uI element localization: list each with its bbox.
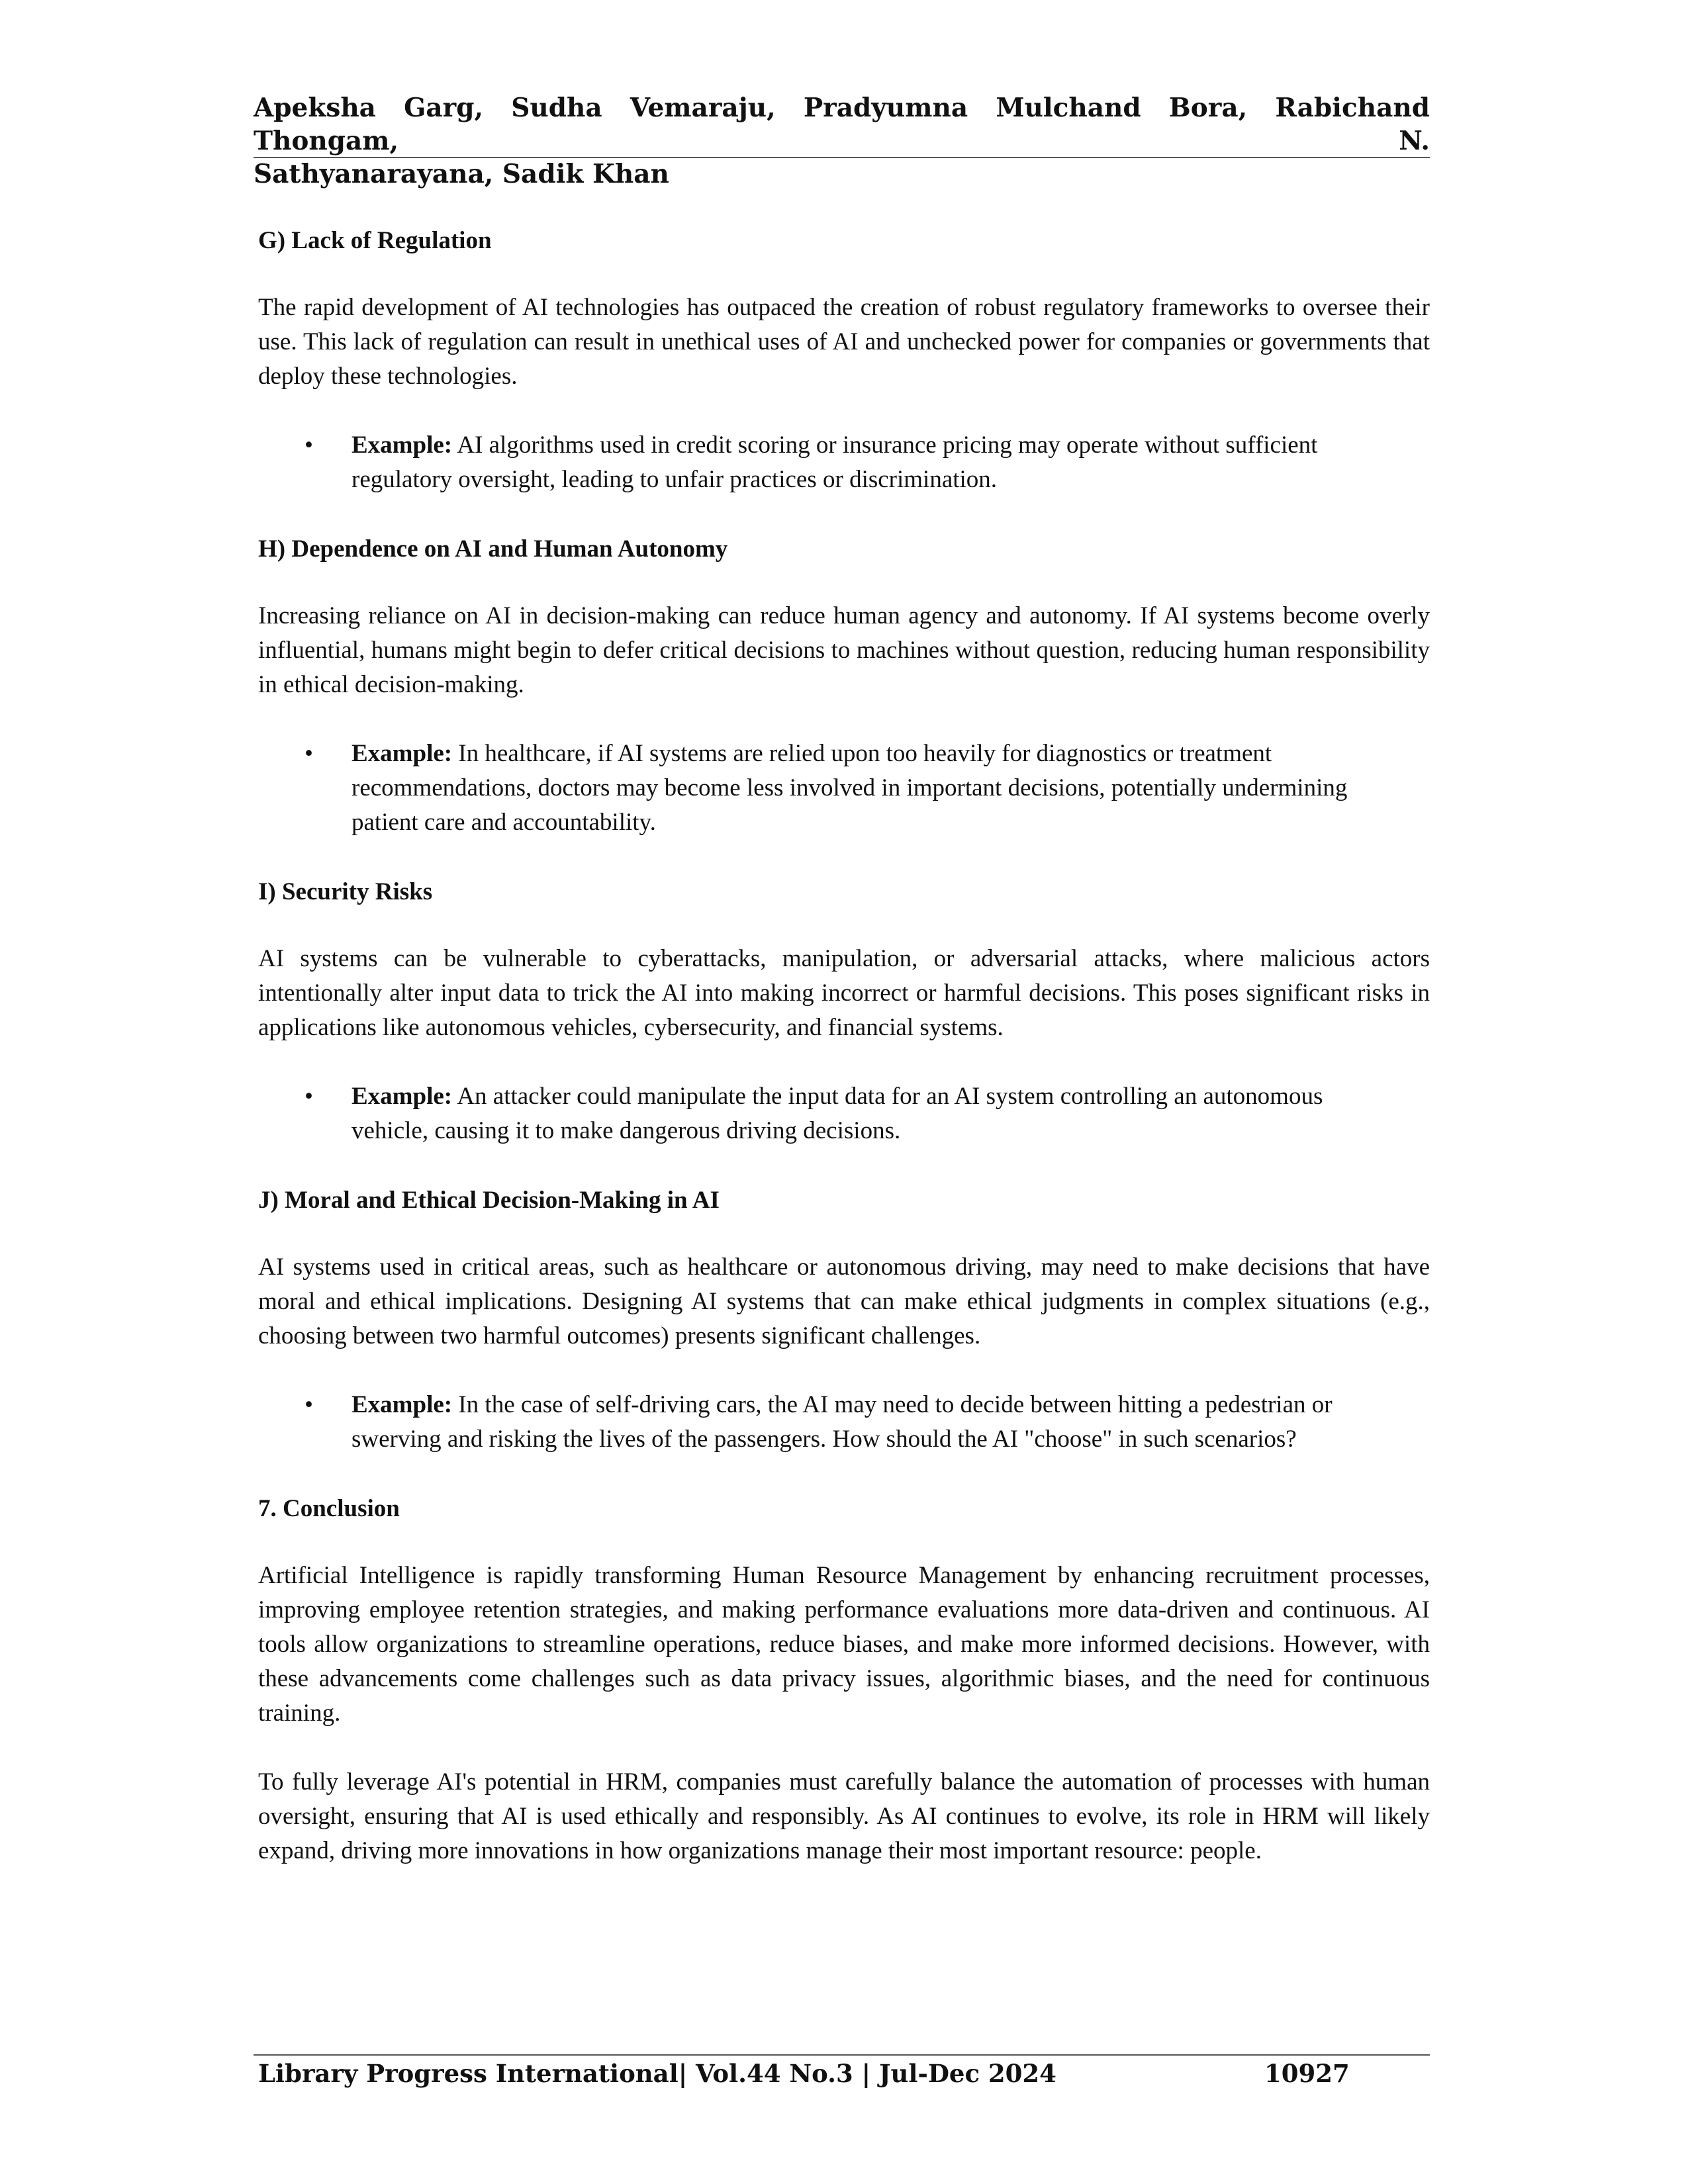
authors-line-1: Apeksha Garg, Sudha Vemaraju, Pradyumna Mulchand Bora, Rabichand Thongam, N. <box>254 93 1430 156</box>
authors-line-2: Sathyanarayana, Sadik Khan <box>254 159 669 189</box>
example-bullet <box>258 1079 1430 1148</box>
section-heading <box>258 1183 1430 1218</box>
footer-rule <box>254 2054 1430 2056</box>
example-bullet <box>258 1388 1430 1457</box>
section-heading-prefix: H) <box>258 535 286 563</box>
running-header-authors <box>254 91 1430 191</box>
bullet-dot: • <box>305 1391 313 1418</box>
journal-citation: Library Progress International| Vol.44 No.3 | Jul-Dec 2024 <box>258 2059 1056 2088</box>
section-paragraph: Increasing reliance on AI in decision-making can reduce human agency and autonomy. If AI systems become overly influential, humans might begin to defer critical decisions to machines without question, reducing human responsibility in ethical decision-making. <box>258 602 1430 698</box>
section-paragraph: The rapid development of AI technologies has outpaced the creation of robust regulatory frameworks to oversee their use. This lack of regulation can result in unethical uses of AI and unchecked power for companies or governments that deploy these technologies. <box>258 294 1430 390</box>
example-label: Example: <box>352 740 453 767</box>
bullet-dot: • <box>305 1083 313 1110</box>
example-text: In healthcare, if AI systems are relied upon too heavily for diagnostics or treatment recommendations, doctors may become less involved in important decisions, potentially undermining patient care and accountability. <box>352 740 1348 836</box>
section-heading-prefix: G) <box>258 227 286 254</box>
example-text: In the case of self-driving cars, the AI may need to decide between hitting a pedestrian or swerving and risking the lives of the passengers. How should the AI "choose" in such scenarios? <box>352 1391 1333 1453</box>
conclusion-paragraph-1: Artificial Intelligence is rapidly transforming Human Resource Management by enhancing recruitment processes, improving employee retention strategies, and making performance evaluations more data-driven and continuous. AI tools allow organizations to streamline operations, reduce biases, and make more informed decisions. However, with these advancements come challenges such as data privacy issues, algorithmic biases, and the need for continuous training. <box>258 1562 1430 1727</box>
section-paragraph: AI systems used in critical areas, such as healthcare or autonomous driving, may need to make decisions that have moral and ethical implications. Designing AI systems that can make ethical judgments in complex situations (e.g., choosing between two harmful outcomes) presents significant challenges. <box>258 1253 1430 1349</box>
example-label: Example: <box>352 1083 453 1110</box>
example-label: Example: <box>352 1391 453 1418</box>
section-heading-text: Security Risks <box>281 878 433 905</box>
section-heading-prefix: I) <box>258 878 276 905</box>
section-heading-text: Dependence on AI and Human Autonomy <box>291 535 728 563</box>
example-bullet <box>258 428 1430 497</box>
example-label: Example: <box>352 432 453 459</box>
main-content <box>258 224 1430 1903</box>
example-bullet <box>258 737 1430 840</box>
page-footer <box>258 2057 1430 2090</box>
section-heading-prefix: J) <box>258 1187 279 1214</box>
section-heading-text: Lack of Regulation <box>291 227 492 254</box>
section-heading-text: Moral and Ethical Decision-Making in AI <box>285 1187 720 1214</box>
section-paragraph: AI systems can be vulnerable to cyberattacks, manipulation, or adversarial attacks, where malicious actors intentionally alter input data to trick the AI into making incorrect or harmful decisions. This poses significant risks in applications like autonomous vehicles, cybersecurity, and financial systems. <box>258 945 1430 1041</box>
bullet-dot: • <box>305 432 313 459</box>
conclusion-paragraph-2: To fully leverage AI's potential in HRM, companies must carefully balance the automation of processes with human oversight, ensuring that AI is used ethically and responsibly. As AI continues to evolve, its role in HRM will likely expand, driving more innovations in how organizations manage their most important resource: people. <box>258 1768 1430 1864</box>
example-text: AI algorithms used in credit scoring or insurance pricing may operate without sufficient regulatory oversight, leading to unfair practices or discrimination. <box>352 432 1318 493</box>
section-heading <box>258 875 1430 909</box>
header-rule <box>254 157 1430 158</box>
bullet-dot: • <box>305 740 313 767</box>
section-heading <box>258 224 1430 258</box>
page-number: 10927 <box>1264 2059 1350 2088</box>
example-text: An attacker could manipulate the input data for an AI system controlling an autonomous vehicle, causing it to make dangerous driving decisions. <box>352 1083 1323 1144</box>
conclusion-heading: 7. Conclusion <box>258 1495 400 1522</box>
section-heading <box>258 532 1430 567</box>
